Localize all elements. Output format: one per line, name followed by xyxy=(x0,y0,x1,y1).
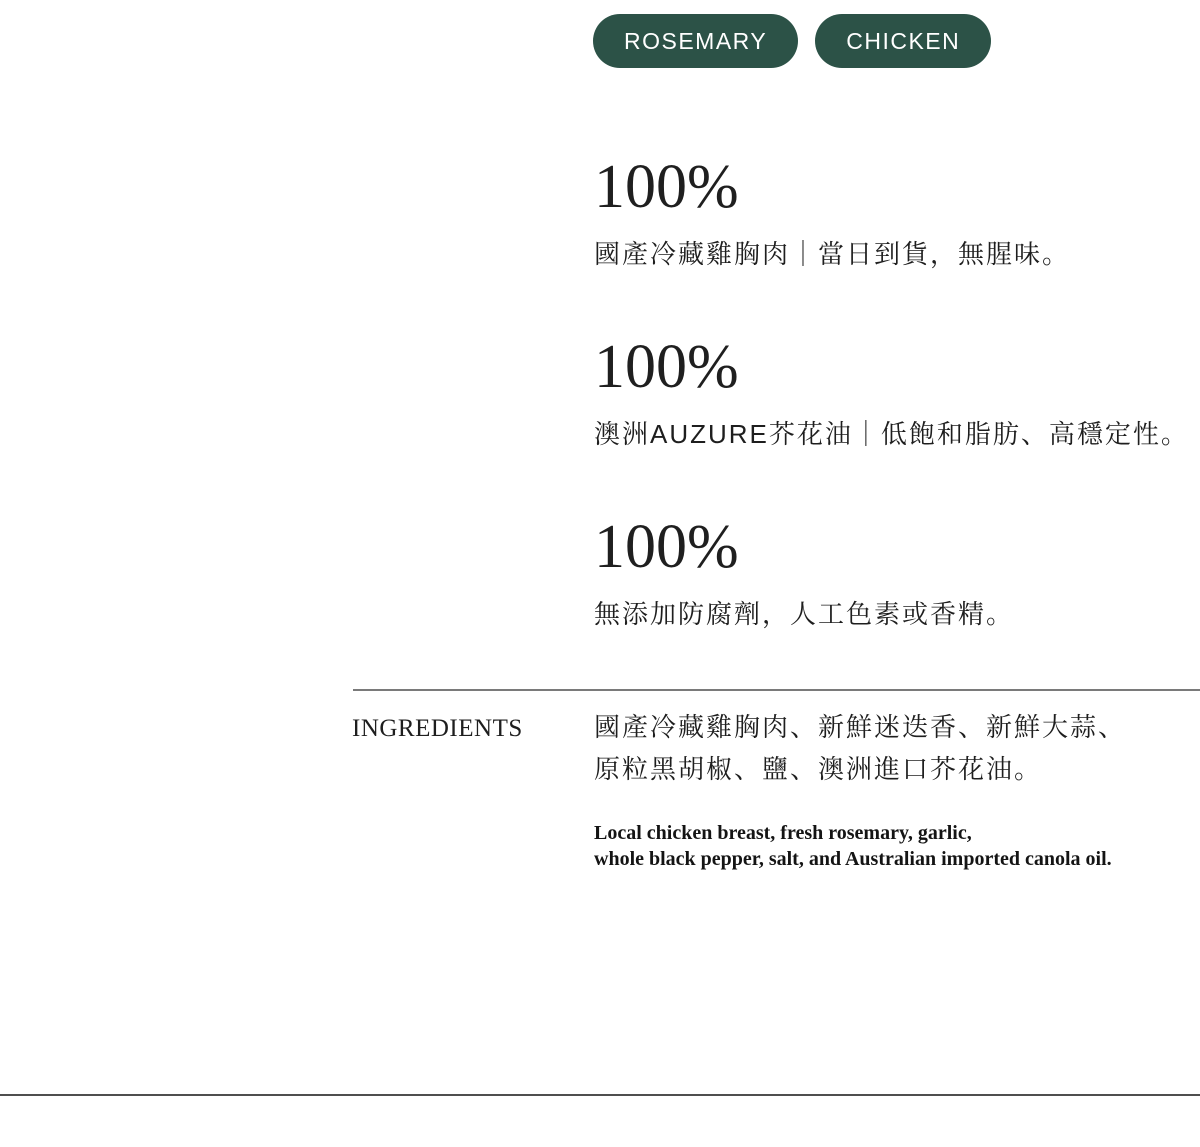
feature-block-no-additives xyxy=(594,510,1014,632)
ingredients-zh-line2: 原粒黑胡椒、鹽、澳洲進口芥花油。 xyxy=(594,754,1043,784)
page-bottom-rule xyxy=(0,1094,1200,1096)
ingredients-heading: INGREDIENTS xyxy=(352,715,523,742)
feature-description: 無添加防腐劑，人工色素或香精。 xyxy=(594,599,1015,629)
product-tag-badges xyxy=(593,14,991,68)
feature-percent: 100% xyxy=(594,153,739,221)
ingredients-en-line2: whole black pepper, salt, and Australian imported canola oil. xyxy=(594,848,1112,870)
ingredients-divider xyxy=(353,689,1200,691)
feature-block-chicken xyxy=(594,150,1070,272)
feature-description: 澳洲AUZURE芥花油｜低飽和脂肪、高穩定性。 xyxy=(594,419,1189,449)
feature-percent: 100% xyxy=(594,333,739,401)
ingredients-zh-line1: 國產冷藏雞胸肉、新鮮迷迭香、新鮮大蒜、 xyxy=(594,712,1127,742)
ingredients-text-zh xyxy=(594,706,1126,790)
tag-badge-rosemary[interactable]: ROSEMARY xyxy=(593,14,798,68)
feature-description: 國產冷藏雞胸肉｜當日到貨，無腥味。 xyxy=(594,239,1071,269)
feature-percent: 100% xyxy=(594,513,739,581)
feature-block-canola-oil xyxy=(594,330,1189,452)
ingredients-en-line1: Local chicken breast, fresh rosemary, garlic, xyxy=(594,822,972,844)
tag-badge-chicken[interactable]: CHICKEN xyxy=(815,14,991,68)
ingredients-text-en xyxy=(594,820,1112,872)
